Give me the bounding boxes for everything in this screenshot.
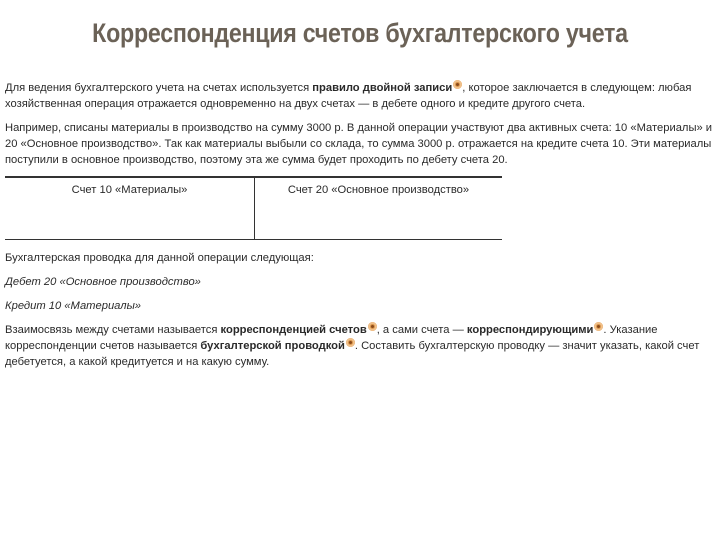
flower-icon[interactable]: [346, 338, 355, 347]
term-correspondence-link[interactable]: корреспонденцией счетов: [220, 324, 367, 336]
paragraph-double-entry: [5, 80, 715, 112]
paragraph-text: . Составить бухгалтерскую проводку — значит указать, какой счет дебетуется, а какой кредитуется и на какую сумму.: [5, 340, 700, 368]
paragraph-text: . Указание корреспонденции счетов называется: [5, 324, 658, 352]
document-body: [5, 80, 715, 378]
debit-line: Дебет 20 «Основное производство»: [5, 276, 201, 288]
paragraph-correspondence: [5, 322, 715, 370]
flower-icon[interactable]: [594, 322, 603, 331]
paragraph-example: Например, списаны материалы в производство на сумму 3000 р. В данной операции участвуют два активных счета: 10 «Материалы» и 20 «Основное производство». Так как материалы выбыли со склада, то сумма 3000 р. отражается на кредите счета 10. Эти материалы поступили в основное производство, поэтому эта же сумма будет проходить по дебету счета 20.: [5, 122, 713, 166]
flower-icon[interactable]: [453, 80, 462, 89]
account-20-cell: Счет 20 «Основное производство»: [287, 184, 470, 196]
accounts-table: [5, 176, 502, 240]
flower-icon[interactable]: [368, 322, 377, 331]
term-double-entry-link[interactable]: правило двойной записи: [312, 82, 453, 94]
paragraph-entry-intro: Бухгалтерская проводка для данной операции следующая:: [5, 252, 314, 264]
table-row: [5, 177, 502, 240]
credit-line: Кредит 10 «Материалы»: [5, 300, 142, 312]
paragraph-text: Для ведения бухгалтерского учета на счетах используется: [5, 82, 313, 94]
paragraph-text: , а сами счета —: [376, 324, 467, 336]
term-posting-link[interactable]: бухгалтерской проводкой: [200, 340, 345, 352]
paragraph-text: , которое заключается в следующем: любая хозяйственная операция отражается одновременно на двух счетах — в дебете одного и кредите другого счета.: [5, 82, 692, 110]
paragraph-text: Взаимосвязь между счетами называется: [5, 324, 221, 336]
account-10-cell: Счет 10 «Материалы»: [5, 177, 255, 240]
term-corresponding-link[interactable]: корреспондирующими: [466, 324, 594, 336]
page-title: Корреспонденция счетов бухгалтерского учета: [92, 18, 628, 48]
